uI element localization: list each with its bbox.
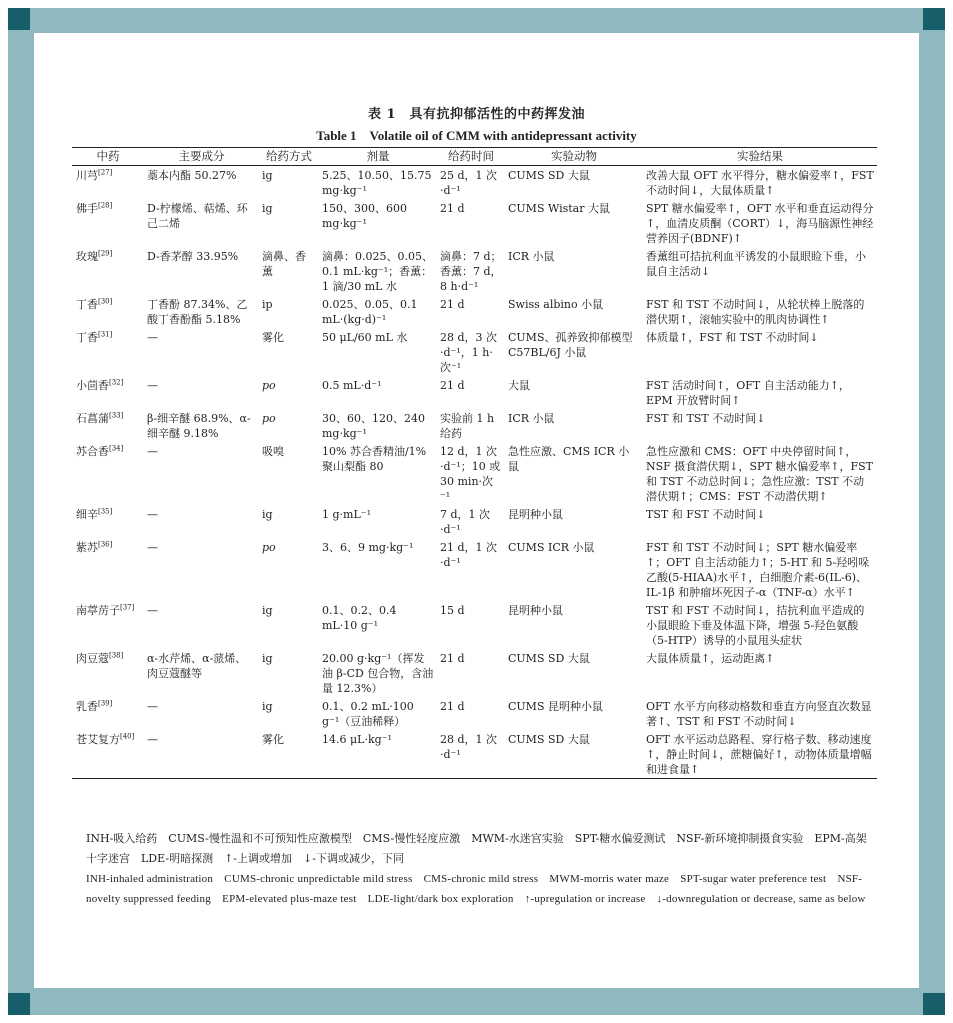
herb-cell-text: 苍艾复方 xyxy=(76,733,120,746)
herb-cell xyxy=(72,166,144,200)
result-cell xyxy=(643,166,877,200)
result-cell xyxy=(643,295,877,328)
time-cell xyxy=(437,376,505,409)
animal-cell-text: 昆明种小鼠 xyxy=(508,604,563,617)
reference-marker: [33] xyxy=(109,411,124,420)
result-cell-text: OFT 水平运动总路程、穿行格子数、移动速度↑，静止时间↓，蔗糖偏好↑，动物体质量增幅和进食量↑ xyxy=(646,733,872,776)
time-cell-text: 21 d xyxy=(440,700,465,713)
animal-cell-text: CUMS Wistar 大鼠 xyxy=(508,202,610,215)
route-cell xyxy=(259,166,319,200)
components-cell-text: 丁香酚 87.34%、乙酸丁香酚酯 5.18% xyxy=(147,298,248,326)
time-cell-text: 12 d，1 次·d⁻¹；10 或 30 min·次⁻¹ xyxy=(440,445,501,503)
animal-cell xyxy=(505,697,643,730)
table-row xyxy=(72,730,877,779)
herb-cell-text: 玫瑰 xyxy=(76,250,98,263)
dose-cell-text: 5.25、10.50、15.75 mg·kg⁻¹ xyxy=(322,169,432,197)
animal-cell-text: CUMS 昆明种小鼠 xyxy=(508,700,603,713)
animal-cell-text: CUMS ICR 小鼠 xyxy=(508,541,595,554)
herb-cell xyxy=(72,505,144,538)
components-cell xyxy=(144,166,259,200)
time-cell xyxy=(437,328,505,376)
dose-cell-text: 0.5 mL·d⁻¹ xyxy=(322,379,382,392)
result-cell xyxy=(643,409,877,442)
herb-cell xyxy=(72,409,144,442)
table-row xyxy=(72,649,877,697)
result-cell xyxy=(643,601,877,649)
animal-cell-text: Swiss albino 小鼠 xyxy=(508,298,604,311)
time-cell xyxy=(437,601,505,649)
result-cell-text: 大鼠体质量↑，运动距离↑ xyxy=(646,652,775,665)
time-cell xyxy=(437,538,505,601)
route-cell xyxy=(259,697,319,730)
table-row xyxy=(72,505,877,538)
time-cell-text: 15 d xyxy=(440,604,465,617)
table-row xyxy=(72,601,877,649)
animal-cell xyxy=(505,199,643,247)
herb-cell xyxy=(72,538,144,601)
time-cell-text: 7 d，1 次·d⁻¹ xyxy=(440,508,491,536)
route-cell xyxy=(259,409,319,442)
herb-cell xyxy=(72,601,144,649)
corner-decoration xyxy=(8,993,30,1015)
table-row xyxy=(72,328,877,376)
reference-marker: [36] xyxy=(98,540,113,549)
animal-cell xyxy=(505,442,643,505)
route-cell-text: ig xyxy=(262,652,273,665)
dose-cell xyxy=(319,376,437,409)
components-cell-text: — xyxy=(147,508,158,521)
animal-cell xyxy=(505,538,643,601)
components-cell-text: — xyxy=(147,379,158,392)
components-cell-text: β-细辛醚 68.9%、α-细辛醚 9.18% xyxy=(147,412,251,440)
table-row xyxy=(72,538,877,601)
reference-marker: [29] xyxy=(98,249,113,258)
reference-marker: [30] xyxy=(98,297,113,306)
reference-marker: [38] xyxy=(109,651,124,660)
route-cell-text: ip xyxy=(262,298,273,311)
reference-marker: [37] xyxy=(120,603,135,612)
dose-cell-text: 14.6 μL·kg⁻¹ xyxy=(322,733,392,746)
result-cell-text: FST 和 TST 不动时间↓；SPT 糖水偏爱率↑；OFT 自主活动能力↑；5-HT 和 5-羟吲哚乙酸(5-HIAA)水平↑，白细胞介素-6(IL-6)、IL-1β 和肿瘤坏死因子-α（TNF-α）水平↑ xyxy=(646,541,870,599)
route-cell xyxy=(259,601,319,649)
time-cell xyxy=(437,505,505,538)
table-row xyxy=(72,442,877,505)
animal-cell-text: CUMS SD 大鼠 xyxy=(508,169,590,182)
time-cell xyxy=(437,409,505,442)
dose-cell-text: 150、300、600 mg·kg⁻¹ xyxy=(322,202,407,230)
herb-cell xyxy=(72,199,144,247)
column-header: 中药 xyxy=(72,148,144,166)
components-cell xyxy=(144,199,259,247)
route-cell-text: ig xyxy=(262,169,273,182)
animal-cell-text: 急性应激、CMS ICR 小鼠 xyxy=(508,445,630,473)
animal-cell xyxy=(505,505,643,538)
herb-cell-text: 川芎 xyxy=(76,169,98,182)
components-cell-text: — xyxy=(147,700,158,713)
time-cell-text: 21 d，1 次·d⁻¹ xyxy=(440,541,498,569)
time-cell-text: 21 d xyxy=(440,298,465,311)
dose-cell xyxy=(319,166,437,200)
components-cell xyxy=(144,649,259,697)
animal-cell-text: CUMS SD 大鼠 xyxy=(508,652,590,665)
route-cell xyxy=(259,328,319,376)
result-cell-text: FST 和 TST 不动时间↓，从轮状棒上脱落的潜伏期↑，滚轴实验中的肌肉协调性↑ xyxy=(646,298,865,326)
animal-cell xyxy=(505,730,643,779)
components-cell-text: — xyxy=(147,733,158,746)
components-cell xyxy=(144,409,259,442)
dose-cell-text: 0.1、0.2 mL·100 g⁻¹（豆油稀释） xyxy=(322,700,414,728)
time-cell-text: 滴鼻：7 d；香薰：7 d，8 h·d⁻¹ xyxy=(440,250,502,293)
result-cell xyxy=(643,376,877,409)
table-footnotes xyxy=(86,829,876,909)
animal-cell-text: 昆明种小鼠 xyxy=(508,508,563,521)
time-cell-text: 25 d，1 次·d⁻¹ xyxy=(440,169,498,197)
animal-cell xyxy=(505,166,643,200)
result-cell-text: 改善大鼠 OFT 水平得分，糖水偏爱率↑，FST 不动时间↓，大鼠体质量↑ xyxy=(646,169,874,197)
result-cell-text: 香薰组可拮抗利血平诱发的小鼠眼睑下垂，小鼠自主活动↓ xyxy=(646,250,866,278)
route-cell-text: 吸嗅 xyxy=(262,445,284,458)
reference-marker: [40] xyxy=(120,732,135,741)
dose-cell-text: 0.1、0.2、0.4 mL·10 g⁻¹ xyxy=(322,604,397,632)
dose-cell-text: 3、6、9 mg·kg⁻¹ xyxy=(322,541,414,554)
result-cell-text: TST 和 FST 不动时间↓ xyxy=(646,508,766,521)
route-cell-text: 滴鼻、香薰 xyxy=(262,250,306,278)
time-cell xyxy=(437,247,505,295)
antidepressant-oil-table xyxy=(72,147,877,779)
time-cell-text: 28 d，3 次·d⁻¹，1 h·次⁻¹ xyxy=(440,331,498,374)
herb-cell-text: 肉豆蔻 xyxy=(76,652,109,665)
route-cell xyxy=(259,538,319,601)
result-cell xyxy=(643,538,877,601)
route-cell-text: po xyxy=(262,541,276,554)
herb-cell xyxy=(72,697,144,730)
components-cell xyxy=(144,247,259,295)
corner-decoration xyxy=(923,8,945,30)
route-cell xyxy=(259,295,319,328)
herb-cell-text: 佛手 xyxy=(76,202,98,215)
dose-cell-text: 1 g·mL⁻¹ xyxy=(322,508,371,521)
table-row xyxy=(72,409,877,442)
animal-cell-text: 大鼠 xyxy=(508,379,530,392)
herb-cell xyxy=(72,295,144,328)
reference-marker: [39] xyxy=(98,699,113,708)
dose-cell xyxy=(319,442,437,505)
time-cell xyxy=(437,730,505,779)
dose-cell-text: 30、60、120、240 mg·kg⁻¹ xyxy=(322,412,425,440)
components-cell xyxy=(144,538,259,601)
herb-cell-text: 丁香 xyxy=(76,298,98,311)
components-cell-text: D-柠檬烯、萜烯、环己二烯 xyxy=(147,202,248,230)
column-header: 给药时间 xyxy=(437,148,505,166)
animal-cell xyxy=(505,376,643,409)
route-cell xyxy=(259,505,319,538)
column-header: 实验动物 xyxy=(505,148,643,166)
dose-cell xyxy=(319,601,437,649)
route-cell-text: ig xyxy=(262,202,273,215)
dose-cell xyxy=(319,199,437,247)
components-cell xyxy=(144,697,259,730)
components-cell xyxy=(144,505,259,538)
result-cell xyxy=(643,730,877,779)
herb-cell-text: 南葶苈子 xyxy=(76,604,120,617)
result-cell-text: OFT 水平方向移动格数和垂直方向竖直次数显著↑、TST 和 FST 不动时间↓ xyxy=(646,700,872,728)
route-cell xyxy=(259,442,319,505)
table-row xyxy=(72,376,877,409)
animal-cell-text: ICR 小鼠 xyxy=(508,412,555,425)
dose-cell xyxy=(319,649,437,697)
result-cell-text: FST 和 TST 不动时间↓ xyxy=(646,412,766,425)
herb-cell xyxy=(72,376,144,409)
herb-cell xyxy=(72,328,144,376)
result-cell xyxy=(643,649,877,697)
dose-cell xyxy=(319,730,437,779)
route-cell-text: po xyxy=(262,379,276,392)
result-cell-text: 急性应激和 CMS：OFT 中央停留时间↑，NSF 摄食潜伏期↓，SPT 糖水偏爱率↑，FST 和 TST 不动总时间↓；急性应激：TST 不动潜伏期↑；CMS：FST 不动潜伏期↑ xyxy=(646,445,873,503)
table-row xyxy=(72,697,877,730)
table-header-row xyxy=(72,148,877,166)
table-row xyxy=(72,295,877,328)
time-cell-text: 21 d xyxy=(440,202,465,215)
animal-cell-text: CUMS SD 大鼠 xyxy=(508,733,590,746)
result-cell xyxy=(643,247,877,295)
herb-cell xyxy=(72,442,144,505)
components-cell xyxy=(144,376,259,409)
components-cell xyxy=(144,442,259,505)
time-cell-text: 实验前 1 h 给药 xyxy=(440,412,495,440)
dose-cell-text: 0.025、0.05、0.1 mL·(kg·d)⁻¹ xyxy=(322,298,418,326)
components-cell-text: — xyxy=(147,331,158,344)
animal-cell xyxy=(505,247,643,295)
column-header: 主要成分 xyxy=(144,148,259,166)
footnote-en: INH-inhaled administration CUMS-chronic unpredictable mild stress CMS-chronic mild stress MWM-morris water maze SPT-sugar water preference test NSF-novelty suppressed feeding EPM-elevated plus-maze test LDE-light/dark box exploration ↑-upregulation or increase ↓-downregulation or decrease, same as below xyxy=(86,873,866,905)
dose-cell-text: 滴鼻：0.025、0.05、0.1 mL·kg⁻¹；香薰：1 滴/30 mL 水 xyxy=(322,250,433,293)
route-cell-text: ig xyxy=(262,604,273,617)
table-title-cn: 表 1 具有抗抑郁活性的中药挥发油 xyxy=(367,107,586,122)
animal-cell xyxy=(505,649,643,697)
dose-cell xyxy=(319,247,437,295)
herb-cell xyxy=(72,649,144,697)
route-cell-text: ig xyxy=(262,700,273,713)
time-cell-text: 21 d xyxy=(440,652,465,665)
route-cell-text: 雾化 xyxy=(262,331,284,344)
animal-cell xyxy=(505,295,643,328)
column-header: 剂量 xyxy=(319,148,437,166)
route-cell xyxy=(259,199,319,247)
dose-cell xyxy=(319,295,437,328)
components-cell-text: — xyxy=(147,445,158,458)
herb-cell-text: 紫苏 xyxy=(76,541,98,554)
route-cell xyxy=(259,376,319,409)
reference-marker: [28] xyxy=(98,201,113,210)
dose-cell xyxy=(319,505,437,538)
table-row xyxy=(72,199,877,247)
result-cell xyxy=(643,697,877,730)
corner-decoration xyxy=(923,993,945,1015)
animal-cell xyxy=(505,601,643,649)
dose-cell xyxy=(319,538,437,601)
animal-cell-text: CUMS、孤养致抑郁模型 C57BL/6J 小鼠 xyxy=(508,331,633,359)
herb-cell-text: 细辛 xyxy=(76,508,98,521)
table-row xyxy=(72,247,877,295)
corner-decoration xyxy=(8,8,30,30)
result-cell-text: 体质量↑，FST 和 TST 不动时间↓ xyxy=(646,331,819,344)
reference-marker: [32] xyxy=(109,378,124,387)
result-cell-text: SPT 糖水偏爱率↑，OFT 水平和垂直运动得分↑，血清皮质酮（CORT）↓，海马脑源性神经营养因子(BDNF)↑ xyxy=(646,202,874,245)
table-body xyxy=(72,166,877,779)
dose-cell-text: 50 μL/60 mL 水 xyxy=(322,331,408,344)
dose-cell-text: 10% 苏合香精油/1%聚山梨酯 80 xyxy=(322,445,427,473)
components-cell-text: 藁本内酯 50.27% xyxy=(147,169,237,182)
time-cell-text: 21 d xyxy=(440,379,465,392)
column-header: 给药方式 xyxy=(259,148,319,166)
time-cell xyxy=(437,697,505,730)
animal-cell-text: ICR 小鼠 xyxy=(508,250,555,263)
result-cell xyxy=(643,328,877,376)
result-cell xyxy=(643,199,877,247)
components-cell xyxy=(144,328,259,376)
dose-cell-text: 20.00 g·kg⁻¹（挥发油 β-CD 包合物，含油量 12.3%） xyxy=(322,652,434,695)
herb-cell-text: 石菖蒲 xyxy=(76,412,109,425)
herb-cell-text: 乳香 xyxy=(76,700,98,713)
result-cell xyxy=(643,442,877,505)
table-row xyxy=(72,166,877,200)
reference-marker: [27] xyxy=(98,168,113,177)
reference-marker: [31] xyxy=(98,330,113,339)
route-cell xyxy=(259,730,319,779)
animal-cell xyxy=(505,328,643,376)
result-cell xyxy=(643,505,877,538)
result-cell-text: TST 和 FST 不动时间↓，拮抗利血平造成的小鼠眼睑下垂及体温下降，增强 5-羟色氨酸（5-HTP）诱导的小鼠甩头症状 xyxy=(646,604,865,647)
time-cell xyxy=(437,442,505,505)
dose-cell xyxy=(319,328,437,376)
time-cell-text: 28 d，1 次·d⁻¹ xyxy=(440,733,498,761)
herb-cell-text: 苏合香 xyxy=(76,445,109,458)
components-cell-text: — xyxy=(147,541,158,554)
components-cell-text: α-水芹烯、α-蒎烯、肉豆蔻醚等 xyxy=(147,652,247,680)
time-cell xyxy=(437,166,505,200)
route-cell-text: ig xyxy=(262,508,273,521)
animal-cell xyxy=(505,409,643,442)
time-cell xyxy=(437,649,505,697)
herb-cell-text: 小茴香 xyxy=(76,379,109,392)
time-cell xyxy=(437,295,505,328)
components-cell xyxy=(144,295,259,328)
table-title-en: Table 1 Volatile oil of CMM with antidepressant activity xyxy=(316,128,637,143)
document-page xyxy=(34,33,919,988)
herb-cell-text: 丁香 xyxy=(76,331,98,344)
components-cell-text: D-香茅醇 33.95% xyxy=(147,250,239,263)
components-cell xyxy=(144,601,259,649)
footnote-cn: INH-吸入给药 CUMS-慢性温和不可预知性应激模型 CMS-慢性轻度应激 MWM-水迷宫实验 SPT-糖水偏爱测试 NSF-新环境抑制摄食实验 EPM-高架十字迷宫 LDE-明暗探测 ↑-上调或增加 ↓-下调或减少，下同 xyxy=(86,832,867,865)
route-cell xyxy=(259,649,319,697)
components-cell-text: — xyxy=(147,604,158,617)
route-cell-text: 雾化 xyxy=(262,733,284,746)
herb-cell xyxy=(72,730,144,779)
column-header: 实验结果 xyxy=(643,148,877,166)
route-cell xyxy=(259,247,319,295)
reference-marker: [35] xyxy=(98,507,113,516)
time-cell xyxy=(437,199,505,247)
route-cell-text: po xyxy=(262,412,276,425)
reference-marker: [34] xyxy=(109,444,124,453)
result-cell-text: FST 活动时间↑，OFT 自主活动能力↑，EPM 开放臂时间↑ xyxy=(646,379,850,407)
components-cell xyxy=(144,730,259,779)
dose-cell xyxy=(319,697,437,730)
dose-cell xyxy=(319,409,437,442)
herb-cell xyxy=(72,247,144,295)
